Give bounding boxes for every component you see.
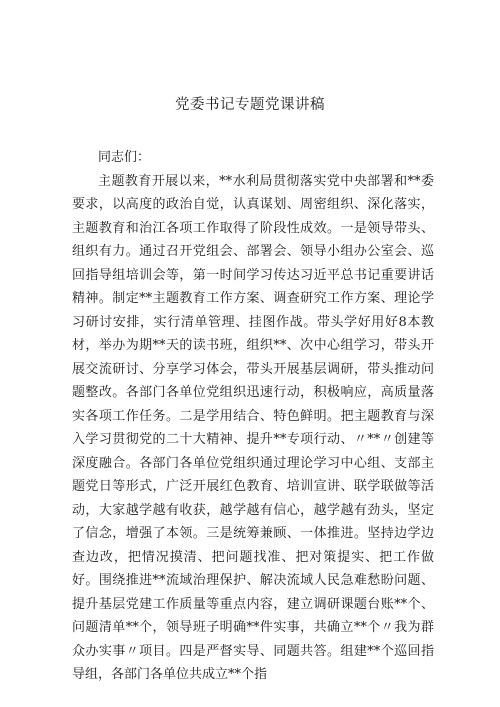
document-title: 党委书记专题党课讲稿 [175, 97, 325, 113]
salutation: 同志们： [98, 150, 151, 165]
body-paragraph: 主题教育开展以来，**水利局贯彻落实党中央部署和**委要求，以高度的政治自觉，认真谋划、周密组织、深化落实，主题教育和治江各项工作取得了阶段性成效。一是领导带头、组织有力。通过召开党组会、部署会、领导小组办公室会、巡回指导组培训会等，第一时间学习传达习近平总书记重要讲话精神。制定**主题教育工作方案、调查研究工作方案、理论学习研讨安排，实行清单管理、挂图作战。带头学好用好8本教材，举办为期**天的读书班，组织**、次中心组学习，带头开展交流研讨、分享学习体会，带头开展基层调研，带头推动问题整改。各部门各单位党组织迅速行动，积极响应，高质量落实各项工作任务。二是学用结合、特色鲜明。把主题教育与深入学习贯彻党的二十大精神、提升**专项行动、〃**〃创建等深度融合。各部门各单位党组织通过理论学习中心组、支部主题党日等形式，广泛开展红色教育、培训宣讲、联学联做等活动，大家越学越有收获，越学越有信心，越学越有劲头，坚定了信念，增强了本领。三是统筹兼顾、一体推进。坚持边学边查边改，把情况摸清、把问题找准、把对策提实、把工作做好。围绕推进**流域治理保护、解决流域人民急难愁盼问题、提升基层党建工作质量等重点内容，建立调研课题台账**个、问题清单**个，领导班子明确**件实事，共确立**个〃我为群众办实事〃项目。四是严督实导、同题共答。组建**个巡回指导组，各部门各单位共成立**个指 [72, 173, 434, 682]
document-body [72, 146, 434, 687]
